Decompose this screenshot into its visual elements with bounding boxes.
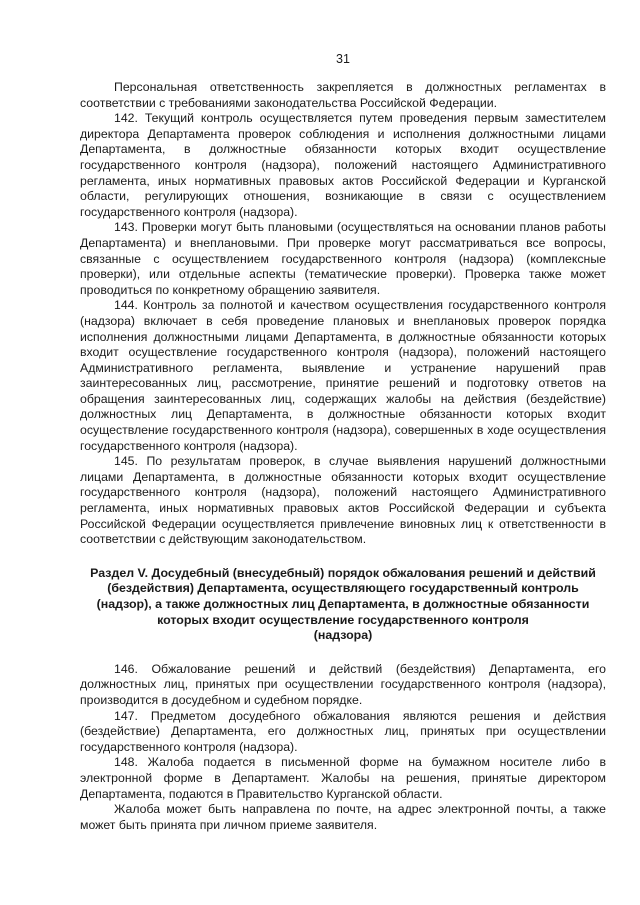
paragraph-143: 143. Проверки могут быть плановыми (осуществляться на основании планов работы Департамента) и внеплановыми. При проверке могут рассматриваться все вопросы, связанные с осуществлением государственного контроля (надзора) (комплексные проверки), или отдельные аспекты (тематические проверки). Проверка также может проводиться по конкретному обращению заявителя.: [80, 220, 606, 297]
paragraph-144: 144. Контроль за полнотой и качеством осуществления государственного контроля (надзора) включает в себя проведение плановых и внеплановых проверок порядка исполнения должностными лицами Департамента, в должностные обязанности которых входит осуществление государственного контроля (надзора), положений настоящего Административного регламента, выявление и устранение нарушений прав заинтересованных лиц, рассмотрение, принятие решений и подготовку ответов на обращения заинтересованных лиц, содержащих жалобы на действия (бездействие) должностных лиц Департамента, в должностные обязанности которых входит осуществление государственного контроля (надзора), совершенных в ходе осуществления государственного контроля (надзора).: [80, 298, 606, 453]
document-body: [80, 80, 606, 833]
section-v-heading-text: Раздел V. Досудебный (внесудебный) порядок обжалования решений и действий (бездействия) Департамента, осуществляющего государственный контроль (надзор), а также должностных лиц Департамента, в должностные обязанности которых входит осуществление государственного контроля: [90, 565, 596, 627]
page-number: 31: [336, 52, 350, 66]
section-v-heading: [80, 566, 606, 644]
paragraph-complaint-delivery: Жалоба может быть направлена по почте, на адрес электронной почты, а также может быть принята при личном приеме заявителя.: [80, 802, 606, 832]
paragraph-148: 148. Жалоба подается в письменной форме на бумажном носителе либо в электронной форме в Департамент. Жалобы на решения, принятые директором Департамента, подаются в Правительство Курганской области.: [80, 755, 606, 801]
paragraph-147: 147. Предметом досудебного обжалования являются решения и действия (бездействие) Департамента, его должностных лиц, принятых при осуществлении государственного контроля (надзора).: [80, 708, 606, 754]
paragraph-responsibility: Персональная ответственность закрепляется в должностных регламентах в соответствии с требованиями законодательства Российской Федерации.: [80, 80, 606, 110]
paragraph-146: 146. Обжалование решений и действий (бездействия) Департамента, его должностных лиц, принятых при осуществлении государственного контроля (надзора), производится в досудебном и судебном порядке.: [80, 661, 606, 707]
section-v-heading-tail: (надзора): [313, 628, 373, 643]
paragraph-142: 142. Текущий контроль осуществляется путем проведения первым заместителем директора Департамента проверок соблюдения и исполнения должностными лицами Департамента, в должностные обязанности которых входит осуществление государственного контроля (надзора), положений настоящего Административного регламента, иных нормативных правовых актов Российской Федерации и Курганской области, регулирующих отношения, возникающие в связи с осуществлением государственного контроля (надзора).: [80, 111, 606, 219]
paragraph-145: 145. По результатам проверок, в случае выявления нарушений должностными лицами Департамента, в должностные обязанности которых входит осуществление государственного контроля (надзора), положений настоящего Административного регламента, иных нормативных правовых актов Российской Федерации и субъекта Российской Федерации осуществляется привлечение виновных лиц к ответственности в соответствии с действующим законодательством.: [80, 454, 606, 547]
section-spacer: [80, 644, 606, 662]
